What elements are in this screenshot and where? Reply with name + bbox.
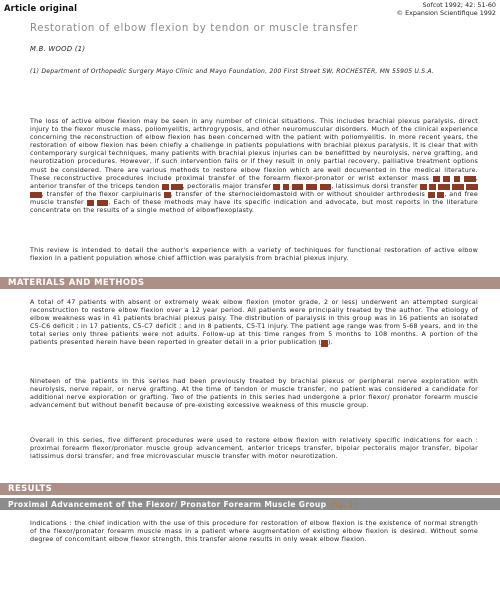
article-type-label: Article original bbox=[4, 3, 78, 13]
reference-marker[interactable]: ## bbox=[31, 191, 41, 198]
reference-marker[interactable]: ## bbox=[97, 199, 108, 206]
author-affiliation: (1) Department of Orthopedic Surgery Mayo Clinic and Mayo Foundation, 200 First Street SW, ROCHESTER, MN 55905 U.S.A. bbox=[30, 68, 435, 75]
reference-marker[interactable]: # bbox=[444, 175, 449, 182]
reference-marker[interactable]: ## bbox=[453, 183, 463, 190]
reference-marker[interactable]: # bbox=[87, 199, 93, 206]
reference-marker[interactable]: # bbox=[454, 175, 460, 182]
reference-marker[interactable]: ## bbox=[320, 183, 331, 190]
reference-marker[interactable]: ## bbox=[465, 175, 475, 182]
section-header-results bbox=[0, 483, 500, 495]
reference-marker[interactable]: ## bbox=[306, 183, 317, 190]
copyright-line: © Expansion Scientifique 1992 bbox=[396, 9, 496, 17]
figure-link[interactable]: (fig. 1) bbox=[329, 499, 357, 509]
subsection-title: Proximal Advancement of the Flexor/ Pronator Forearm Muscle Group bbox=[8, 499, 327, 509]
article-author: M.B. WOOD (1) bbox=[30, 45, 86, 53]
reference-marker[interactable]: # bbox=[274, 183, 280, 190]
reference-marker[interactable]: ## bbox=[439, 183, 450, 190]
reference-marker[interactable]: ## bbox=[171, 183, 182, 190]
article-title: Restoration of elbow flexion by tendon or muscle transfer bbox=[30, 23, 358, 34]
reference-marker[interactable]: ## bbox=[467, 183, 477, 190]
journal-citation bbox=[397, 1, 496, 17]
section-title: RESULTS bbox=[8, 484, 53, 494]
methods-paragraph-2: Nineteen of the patients in this series had been previously treated by brachial plexus or peripheral nerve exploration with neurolysis, nerve repair, or nerve grafting. At the time of tendon or muscle transfer, no patient was considered a candidate for additional nerve exploration or grafting. Two of the patients in this series had undergone a prior flexor/ pronator forearm muscle advancement but without benefit because of pre-existing excessive weakness of this muscle group. bbox=[30, 378, 478, 410]
section-header-materials-methods bbox=[0, 277, 500, 289]
reference-marker[interactable]: # bbox=[438, 191, 444, 198]
reference-marker[interactable]: ## bbox=[292, 183, 303, 190]
methods-paragraph-3: Overall in this series, five different procedures were used to restore elbow flexion with relatively specific indications for each : proximal forearm flexor/pronator muscle group advancement, anterior triceps transfer, bipolar pectoralis major transfer, bipolar latissimus dorsi transfer, and free microvascular muscle transfer with motor neurotization. bbox=[30, 437, 478, 461]
reference-marker[interactable]: # bbox=[322, 340, 327, 347]
journal-citation-line: Sofcot 1992; 42: 51-60 bbox=[422, 1, 496, 9]
reference-marker[interactable]: # bbox=[428, 191, 434, 198]
section-title: MATERIALS AND METHODS bbox=[8, 278, 145, 288]
intro-paragraph-1: The loss of active elbow flexion may be seen in any number of clinical situations. This includes brachial plexus paralysis, direct injury to the flexor muscle mass, poliomyelitis, arthrogryposis, and other neuromuscular disorders. Much of the clinical experience concerning the reconstruction of elbow flexion has been concerned with the patient with poliomyelitis. In more recent years, the restoration of elbow flexion has been chiefly a challenge in patients populations with brachial plexus paralysis. It is clear that with contemporary surgical techniques, many patients with brachial plexus injuries can be benefitted by neurolysis, nerve grafting, and neurotization procedures. However, if such intervention fails or if they result in only partial recovery, palliative treatment options must be considered. There are various methods to restore elbow flexion which are well documented in the medical literature. These reconstructive procedures include proximal transfer of the forearm flexor-pronator or wrist extensor mass # # # ##, anterior transfer of the triceps tendon # ##, pectoralis major transfer # # ## ## ##, latissimus dorsi transfer # # ## ## ## ##, transfer of the flexor carpiulnaris #, transfer of the sternocleidomastoid with or without shoulder arthrodesis # #, and free muscle transfer # ##. Each of these methods may have its specific indication and advocate, but most reports in the literature concentrate on the results of a single method of elbowflexoplasty. bbox=[30, 118, 478, 215]
reference-marker[interactable]: # bbox=[433, 175, 439, 182]
intro-paragraph-2: This review is intended to detail the author's experience with a variety of techniques for functional restoration of active elbow flexion in a patient population whose chief affliction was paralysis from brachial plexus injury. bbox=[30, 247, 478, 263]
reference-marker[interactable]: # bbox=[283, 183, 289, 190]
reference-marker[interactable]: # bbox=[164, 191, 170, 198]
reference-marker[interactable]: # bbox=[421, 183, 426, 190]
methods-paragraph-1: A total of 47 patients with absent or extremely weak elbow flexion (motor grade, 2 or less) underwent an attempted surgical reconstruction to restore elbow flexion over a 12 year period. All patients were principally treated by the author. The etiology of elbow weakness was in 41 patients brachial plexus palsy. The distribution of paralysis in this group was in 16 patients an isolated C5-C6 deficit ; in 17 patients, C5-C7 deficit ; and in 8 patients, C5-T1 injury. The patient age range was from 5-68 years, and in the total series only three patients were not adults. Follow-up at this time ranges from 5 months to 108 months. A portion of the patients presented herein have been reported in greater detail in a prior publication (#). bbox=[30, 299, 478, 347]
results-paragraph-1: Indications : the chief indication with the use of this procedure for restoration of elbow flexion is the existence of normal strength of the flexor/pronator forearm muscle mass in a patient where augmentation of existing elbow flexion is desired. Without some degree of concomitant elbow flexor strength, this transfer alone results in only weak elbow flexion. bbox=[30, 520, 478, 544]
subsection-header-flexor-advancement bbox=[0, 498, 500, 510]
reference-marker[interactable]: # bbox=[430, 183, 436, 190]
page-header bbox=[4, 0, 496, 22]
reference-marker[interactable]: # bbox=[162, 183, 168, 190]
